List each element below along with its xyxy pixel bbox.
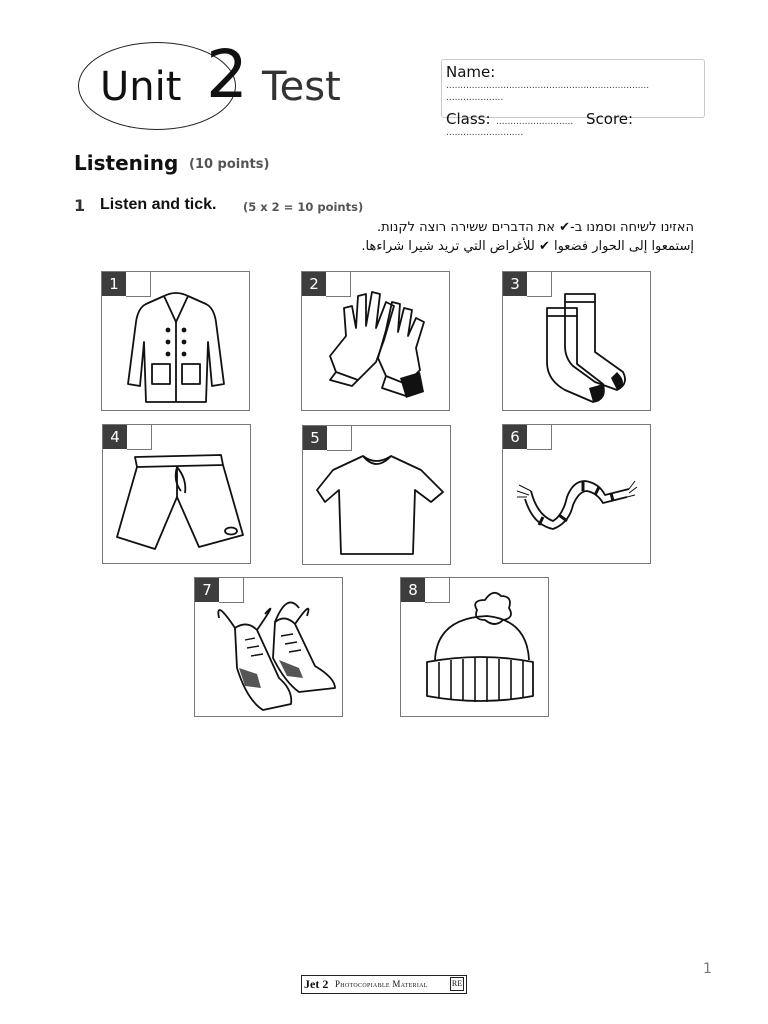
question-number: 1 xyxy=(74,196,86,215)
tick-box-2[interactable] xyxy=(326,272,351,297)
tick-box-7[interactable] xyxy=(219,578,244,603)
tick-box-8[interactable] xyxy=(425,578,450,603)
arabic-instruction: إستمعوا إلى الحوار فضعوا ✔ للأغراض التي تريد شيرا شراءها. xyxy=(361,239,694,254)
picture-box-tshirt xyxy=(302,425,451,565)
tick-box-1[interactable] xyxy=(126,272,151,297)
footer-material-label: Photocopiable Material xyxy=(335,979,428,989)
class-field[interactable]: ........................... xyxy=(496,117,574,127)
class-label: Class: xyxy=(446,110,491,128)
tick-box-6[interactable] xyxy=(527,425,552,450)
title-unit: Unit xyxy=(100,64,182,110)
picture-box-scarf xyxy=(502,424,651,564)
picture-number: 8 xyxy=(401,578,425,602)
picture-number: 3 xyxy=(503,272,527,296)
picture-number: 6 xyxy=(503,425,527,449)
tick-box-5[interactable] xyxy=(327,426,352,451)
page-number: 1 xyxy=(703,961,712,977)
picture-number: 7 xyxy=(195,578,219,602)
title-number: 2 xyxy=(206,36,248,113)
footer-brand: Jet 2 xyxy=(304,977,329,991)
picture-number: 4 xyxy=(103,425,127,449)
section-heading: Listening xyxy=(74,151,179,175)
publisher-logo-icon: RE xyxy=(450,977,464,991)
picture-box-socks xyxy=(502,271,651,411)
picture-box-hat xyxy=(400,577,549,717)
name-field[interactable]: ....................................................................... xyxy=(446,81,650,91)
name-label: Name: xyxy=(446,63,496,81)
picture-box-shorts xyxy=(102,424,251,564)
picture-box-sneakers xyxy=(194,577,343,717)
hebrew-instruction: האזינו לשיחה וסמנו ב-✔ את הדברים ששירה רוצה לקנות. xyxy=(376,220,694,235)
name-field-continued[interactable]: .................... xyxy=(446,93,504,103)
question-points: (5 x 2 = 10 points) xyxy=(243,200,364,214)
picture-number: 5 xyxy=(303,426,327,450)
tick-box-3[interactable] xyxy=(527,272,552,297)
title-test: Test xyxy=(262,64,341,110)
score-label: Score: xyxy=(586,110,634,128)
picture-box-coat xyxy=(101,271,250,411)
picture-box-gloves xyxy=(301,271,450,411)
picture-number: 2 xyxy=(302,272,326,296)
section-points: (10 points) xyxy=(189,157,270,172)
score-field[interactable]: ........................... xyxy=(446,128,524,138)
tick-box-4[interactable] xyxy=(127,425,152,450)
question-instruction: Listen and tick. xyxy=(100,196,217,213)
picture-number: 1 xyxy=(102,272,126,296)
